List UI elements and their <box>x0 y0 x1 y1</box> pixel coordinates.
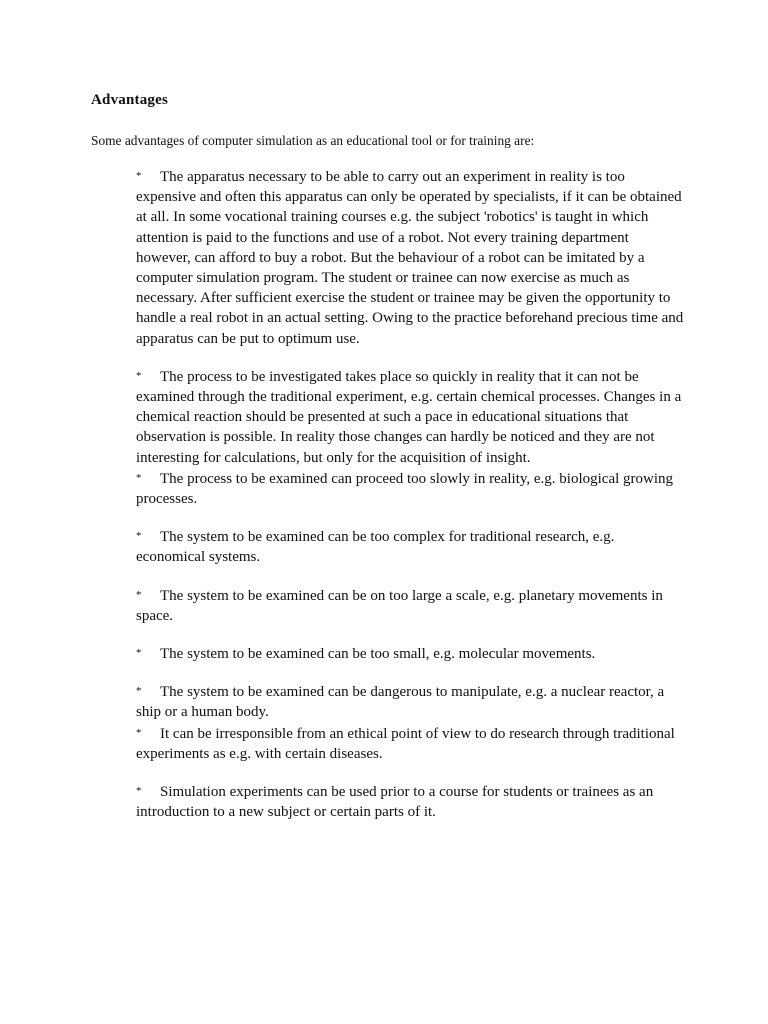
bullet-icon: * <box>136 726 142 739</box>
advantages-list <box>136 166 684 822</box>
list-item <box>136 723 684 764</box>
list-item-text: The system to be examined can be dangerous to manipulate, e.g. a nuclear reactor, a ship or a human body. <box>136 684 665 721</box>
list-item-text: The process to be investigated takes place so quickly in reality that it can not be examined through the traditional experiment, e.g. certain chemical processes. Changes in a chemical reaction should be presented at such a pace in educational situations that observation is possible. In reality those changes can hardly be noticed and they are not interesting for calculations, but only for the acquisition of insight. <box>136 368 682 466</box>
list-item-text: The system to be examined can be on too large a scale, e.g. planetary movements in space. <box>136 587 663 624</box>
list-item-text: The system to be examined can be too complex for traditional research, e.g. economical systems. <box>136 529 615 566</box>
list-item <box>136 166 684 349</box>
bullet-icon: * <box>136 588 142 601</box>
list-item-text: The process to be examined can proceed too slowly in reality, e.g. biological growing processes. <box>136 470 674 508</box>
bullet-icon: * <box>136 471 142 484</box>
list-item-text: It can be irresponsible from an ethical point of view to do research through traditional experiments as e.g. with certain diseases. <box>136 725 675 762</box>
list-item <box>136 585 684 626</box>
list-item <box>136 781 684 822</box>
intro-paragraph: Some advantages of computer simulation as an educational tool or for training are: <box>91 133 535 148</box>
list-item-text: Simulation experiments can be used prior to a course for students or trainees as an introduction to a new subject or certain parts of it. <box>136 784 654 821</box>
bullet-icon: * <box>136 647 142 660</box>
bullet-icon: * <box>136 685 142 698</box>
list-item-text: The system to be examined can be too small, e.g. molecular movements. <box>160 646 596 663</box>
bullet-icon: * <box>136 785 142 798</box>
bullet-icon: * <box>136 530 142 543</box>
bullet-icon: * <box>136 170 142 182</box>
list-item <box>136 643 684 664</box>
list-item <box>136 468 684 509</box>
list-item-text: The apparatus necessary to be able to carry out an experiment in reality is too expensive and often this apparatus can only be operated by specialists, if it can be obtained at all. In some vocational training courses e.g. the subject 'robotics' is taught in which attention is paid to the functions and use of a robot. Not every training department however, can afford to buy a robot. But the behaviour of a robot can be imitated by a computer simulation program. The student or trainee can now exercise as much as necessary. After sufficient exercise the student or trainee may be given the opportunity to handle a real robot in an actual setting. Owing to the practice beforehand precious time and apparatus can be put to optimum use. <box>136 169 684 347</box>
bullet-icon: * <box>136 369 142 382</box>
list-item <box>136 366 684 468</box>
section-heading: Advantages <box>91 92 169 108</box>
list-item <box>136 526 684 567</box>
list-item <box>136 681 684 722</box>
